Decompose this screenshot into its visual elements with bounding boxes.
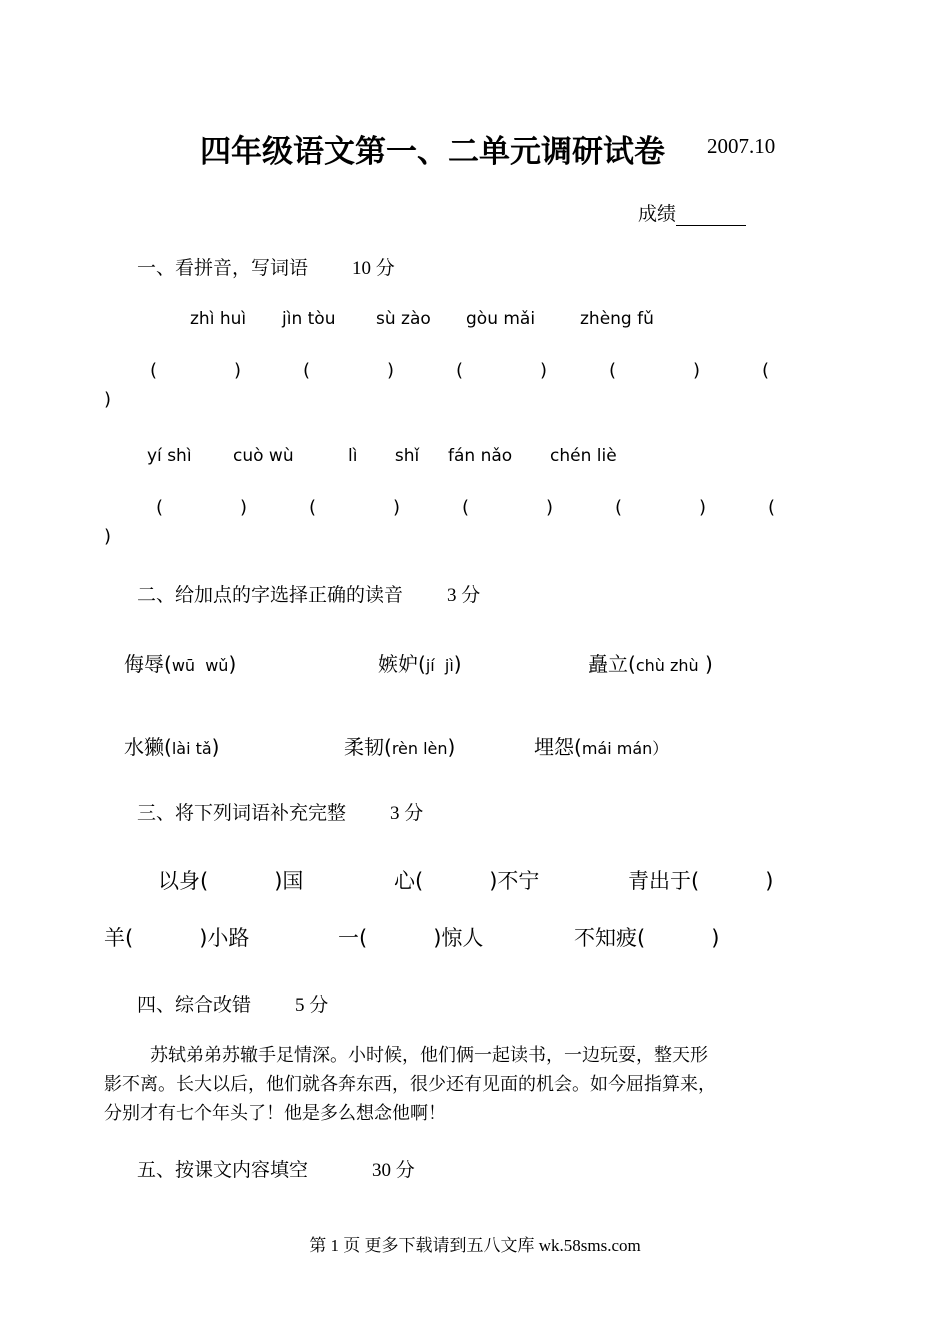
answer-blank-open[interactable]: ( <box>762 360 770 381</box>
pinyin-row-1-item: zhì huì <box>190 309 247 329</box>
answer-blank-close: ) <box>693 360 701 381</box>
section-4-heading: 四、综合改错 5 分 <box>137 994 329 1016</box>
reading-choice-item[interactable]: 侮辱(wū wǔ) <box>124 652 237 676</box>
section-5-heading: 五、按课文内容填空 30 分 <box>137 1159 415 1181</box>
answer-blank-open[interactable]: ( <box>309 497 317 518</box>
pinyin-row-2-item: cuò wù <box>233 446 294 466</box>
answer-blank-close: ) <box>387 360 395 381</box>
idiom-fill-item[interactable]: 羊( )小路 <box>104 926 250 950</box>
pinyin-row-2-item: fán nǎo <box>448 446 513 466</box>
exam-date: 2007.10 <box>707 134 776 158</box>
answer-blank-open[interactable]: ( <box>609 360 617 381</box>
page-title: 四年级语文第一、二单元调研试卷 <box>200 134 665 170</box>
section-1-heading: 一、看拼音，写词语 10 分 <box>137 257 395 279</box>
idiom-fill-item[interactable]: 以身( )国 <box>158 869 304 893</box>
score-label: 成绩 <box>638 203 677 225</box>
correction-paragraph-line: 苏轼弟弟苏辙手足情深。小时候，他们俩一起读书，一边玩耍，整天形 <box>150 1045 708 1066</box>
pinyin-row-2-item: chén liè <box>550 446 617 466</box>
pinyin-row-2-item: lì shǐ <box>348 446 420 466</box>
section-3-heading: 三、将下列词语补充完整 3 分 <box>137 802 424 824</box>
score-field <box>638 199 746 226</box>
answer-blank-close: ) <box>234 360 242 381</box>
answer-blank-open[interactable]: ( <box>462 497 470 518</box>
answer-blank-open[interactable]: ( <box>303 360 311 381</box>
pinyin-row-1-item: gòu mǎi <box>466 309 536 329</box>
idiom-fill-item[interactable]: 不知疲( ) <box>574 926 720 950</box>
answer-blank-close: ) <box>104 526 112 547</box>
idiom-fill-item[interactable]: 一( )惊人 <box>338 926 484 950</box>
reading-choice-item[interactable]: 水獭(lài tǎ) <box>124 735 220 759</box>
page-footer: 第 1 页 更多下载请到五八文库 wk.58sms.com <box>309 1236 641 1255</box>
answer-blank-close: ) <box>104 389 112 410</box>
reading-choice-item[interactable]: 埋怨(mái mán） <box>534 735 669 759</box>
pinyin-row-1-item: zhèng fǔ <box>580 309 654 329</box>
pinyin-row-1-item: sù zào <box>376 309 431 329</box>
pinyin-row-2-item: yí shì <box>147 446 192 466</box>
reading-choice-item[interactable]: 矗立(chù zhù ) <box>588 652 713 676</box>
pinyin-row-1-item: jìn tòu <box>282 309 336 329</box>
score-blank <box>676 207 746 226</box>
answer-blank-open[interactable]: ( <box>615 497 623 518</box>
answer-blank-close: ) <box>699 497 707 518</box>
reading-choice-item[interactable]: 柔韧(rèn lèn) <box>344 735 456 759</box>
answer-blank-close: ) <box>540 360 548 381</box>
idiom-fill-item[interactable]: 心( )不宁 <box>394 869 540 893</box>
answer-blank-close: ) <box>546 497 554 518</box>
answer-blank-close: ) <box>393 497 401 518</box>
answer-blank-open[interactable]: ( <box>768 497 776 518</box>
reading-choice-item[interactable]: 嫉妒(jí jì) <box>378 652 462 676</box>
correction-paragraph-line: 影不离。长大以后，他们就各奔东西，很少还有见面的机会。如今屈指算来， <box>104 1074 716 1095</box>
answer-blank-open[interactable]: ( <box>456 360 464 381</box>
answer-blank-open[interactable]: ( <box>156 497 164 518</box>
answer-blank-open[interactable]: ( <box>150 360 158 381</box>
idiom-fill-item[interactable]: 青出于( ) <box>628 869 774 893</box>
correction-paragraph-line: 分别才有七个年头了！他是多么想念他啊！ <box>104 1103 446 1124</box>
section-2-heading: 二、给加点的字选择正确的读音 3 分 <box>137 584 481 606</box>
answer-blank-close: ) <box>240 497 248 518</box>
